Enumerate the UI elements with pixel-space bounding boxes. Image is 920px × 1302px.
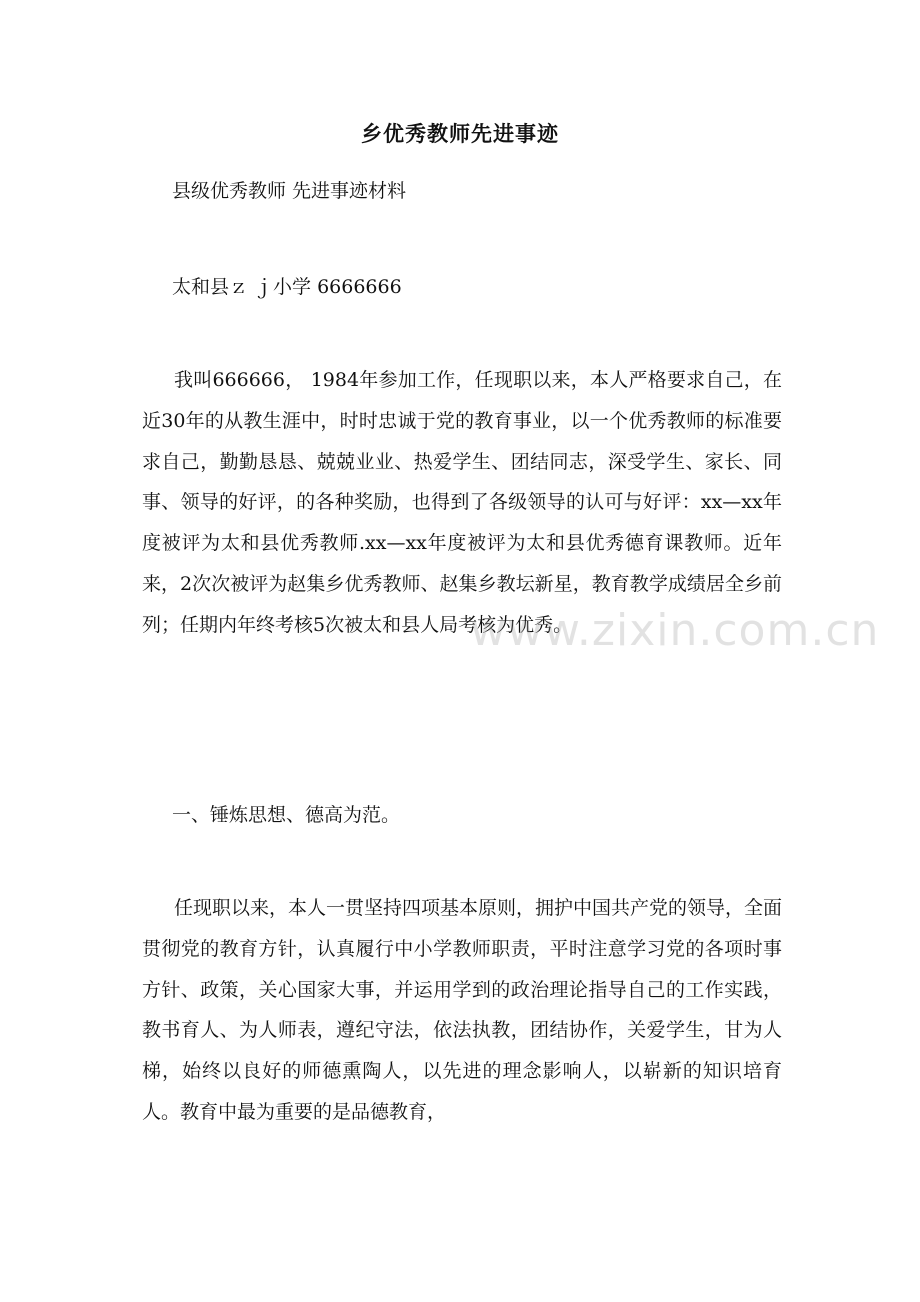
section-heading: 一、锤炼思想、德高为范。 [172, 804, 401, 826]
paragraph-section-1: 任现职以来，本人一贯坚持四项基本原则，拥护中国共产党的领导，全面贯彻党的教育方针，认真履行中小学教师职责，平时注意学习党的各项时事方针、政策，关心国家大事，并运用学到的政治理论指导自己的工作实践，教书育人、为人师表，遵纪守法，依法执教，团结协作，关爱学生，甘为人梯，始终以良好的师德熏陶人，以先进的理念影响人，以崭新的知识培育人。教育中最为重要的是品德教育， [142, 897, 783, 1123]
watermark: www.zixin.com.cn [470, 605, 880, 656]
paragraph-intro: 我叫666666， 1984年参加工作，任现职以来，本人严格要求自己，在近30年的从教生涯中，时时忠诚于党的教育事业，以一个优秀教师的标准要求自己，勤勤恳恳、兢兢业业、热爱学生、团结同志，深受学生、家长、同事、领导的好评，的各种奖励，也得到了各级领导的认可与好评：xx—xx年度被评为太和县优秀教师.xx—xx年度被评为太和县优秀德育课教师。近年来，2次次被评为赵集乡优秀教师、赵集乡教坛新星，教育教学成绩居全乡前列；任期内年终考核5次被太和县人局考核为优秀。 [142, 369, 782, 636]
document-subtitle: 县级优秀教师 先进事迹材料 [172, 180, 407, 202]
document-title: 乡优秀教师先进事迹 [361, 121, 559, 146]
author-line: 太和县ｚ ｊ小学 6666666 [172, 276, 402, 298]
